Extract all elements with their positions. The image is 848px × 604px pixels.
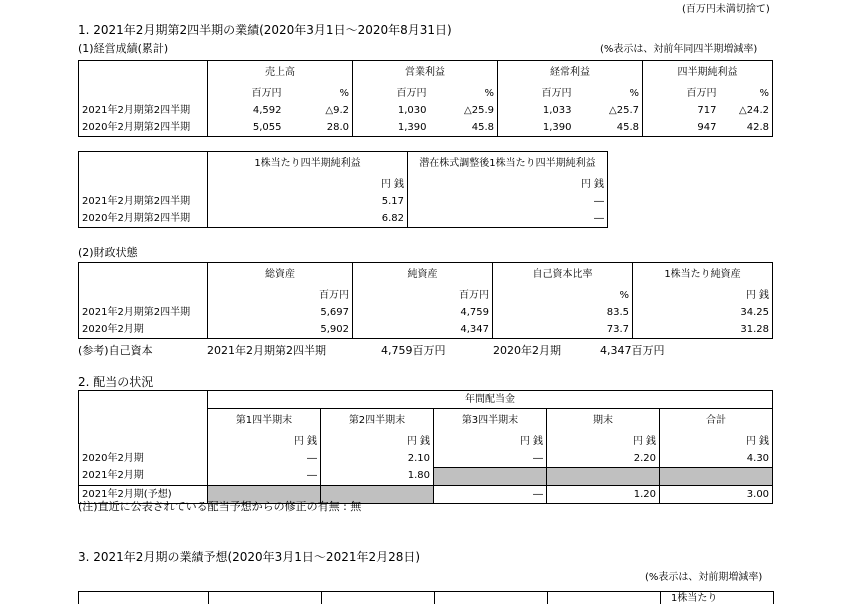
table-row: 2020年2月期 ― 2.10 ― 2.20 4.30 [79,450,773,468]
header-net-income: 四半期純利益 [643,61,773,86]
operating-results-table [78,60,773,137]
header-net-assets: 純資産 [353,263,493,288]
header-annual-dividend: 年間配当金 [208,391,773,409]
unit-percent: % [720,85,773,102]
results-percent-note: (%表示は、対前年同四半期増減率) [600,44,758,55]
header-bps: 1株当たり純資産 [633,263,773,288]
section3-heading: 3. 2021年2月期の業績予想(2020年3月1日～2021年2月28日) [78,550,421,564]
forecast-header-partial: 1株当たり [671,593,718,604]
unit-percent: % [285,85,353,102]
table-row: 2021年2月期第2四半期 5.17 ― [79,193,608,210]
financial-subheading: (2)財政状態 [78,246,138,259]
unit-yen-sen: 円 銭 [408,176,608,193]
table-row: 2020年2月期第2四半期 5,055 28.0 1,390 45.8 1,390 45.8 947 42.8 [79,119,773,137]
row-label: 2021年2月期第2四半期 [79,193,208,210]
header-q3-end: 第3四半期末 [434,409,547,434]
unit-yen-sen: 円 銭 [208,176,408,193]
header-eps: 1株当たり四半期純利益 [208,152,408,177]
row-label: 2021年2月期(予想) [79,486,208,504]
header-ordinary-income: 経常利益 [498,61,643,86]
header-operating-income: 営業利益 [353,61,498,86]
unit-million: 百万円 [498,85,575,102]
section1-heading: 1. 2021年2月期第2四半期の業績(2020年3月1日～2020年8月31日) [78,23,452,37]
table-row: 2020年2月期第2四半期 6.82 ― [79,210,608,228]
header-q1-end: 第1四半期末 [208,409,321,434]
row-label: 2021年2月期第2四半期 [79,304,208,321]
table-row: 2021年2月期第2四半期 5,697 4,759 83.5 34.25 [79,304,773,321]
financial-position-table: 総資産 純資産 自己資本比率 1株当たり純資産 百万円 百万円 % 円 銭 2021年2月期第2四半期 5,697 4,759 83.5 34.25 2020年2月期 5,902 4,347 73.7 31.28 [78,262,773,339]
unit-million: 百万円 [643,85,720,102]
section2-heading: 2. 配当の状況 [78,375,154,389]
reference-value-2: 4,347百万円 [600,344,665,357]
reference-period-2: 2020年2月期 [493,344,561,357]
header-sales: 売上高 [208,61,353,86]
forecast-percent-note: (%表示は、対前期増減率) [645,572,763,583]
unit-million: 百万円 [353,85,430,102]
results-subheading: (1)経営成績(累計) [78,42,169,55]
table-row: 2021年2月期 ― 1.80 [79,468,773,486]
table-row: 2020年2月期 5,902 4,347 73.7 31.28 [79,321,773,339]
header-q2-end: 第2四半期末 [321,409,434,434]
row-label: 2020年2月期 [79,450,208,468]
header-total-assets: 総資産 [208,263,353,288]
row-label: 2020年2月期第2四半期 [79,210,208,228]
unit-percent: % [575,85,643,102]
header-equity-ratio: 自己資本比率 [493,263,633,288]
unit-percent: % [430,85,498,102]
dividend-note: (注)直近に公表されている配当予想からの修正の有無 : 無 [78,500,362,513]
table-row: 2021年2月期(予想) ― 1.20 3.00 [79,486,773,504]
table-row: 2021年2月期第2四半期 4,592 △9.2 1,030 △25.9 1,033 △25.7 717 △24.2 [79,102,773,119]
dividend-table: 年間配当金 第1四半期末 第2四半期末 第3四半期末 期末 合計 円 銭 円 銭 円 銭 円 銭 円 銭 2020年2月期 ― 2.10 ― 2.20 4.30 2021年2月期 ― 1.80 2021年2月期(予想) ― 1.20 3.00 [78,390,773,504]
shaded-cell [660,468,773,486]
reference-value-1: 4,759百万円 [381,344,446,357]
unit-note: (百万円未満切捨て) [682,4,770,15]
row-label: 2020年2月期 [79,321,208,339]
unit-million: 百万円 [208,85,285,102]
forecast-table-top [78,591,774,604]
shaded-cell [434,468,547,486]
reference-label: (参考)自己資本 [78,344,153,357]
row-label: 2021年2月期 [79,468,208,486]
header-diluted-eps: 潜在株式調整後1株当たり四半期純利益 [408,152,608,177]
row-label: 2020年2月期第2四半期 [79,119,208,137]
header-total: 合計 [660,409,773,434]
header-year-end: 期末 [547,409,660,434]
reference-period-1: 2021年2月期第2四半期 [207,344,326,357]
row-label: 2021年2月期第2四半期 [79,102,208,119]
results-header-blank [79,61,208,86]
eps-table [78,151,608,228]
shaded-cell [547,468,660,486]
